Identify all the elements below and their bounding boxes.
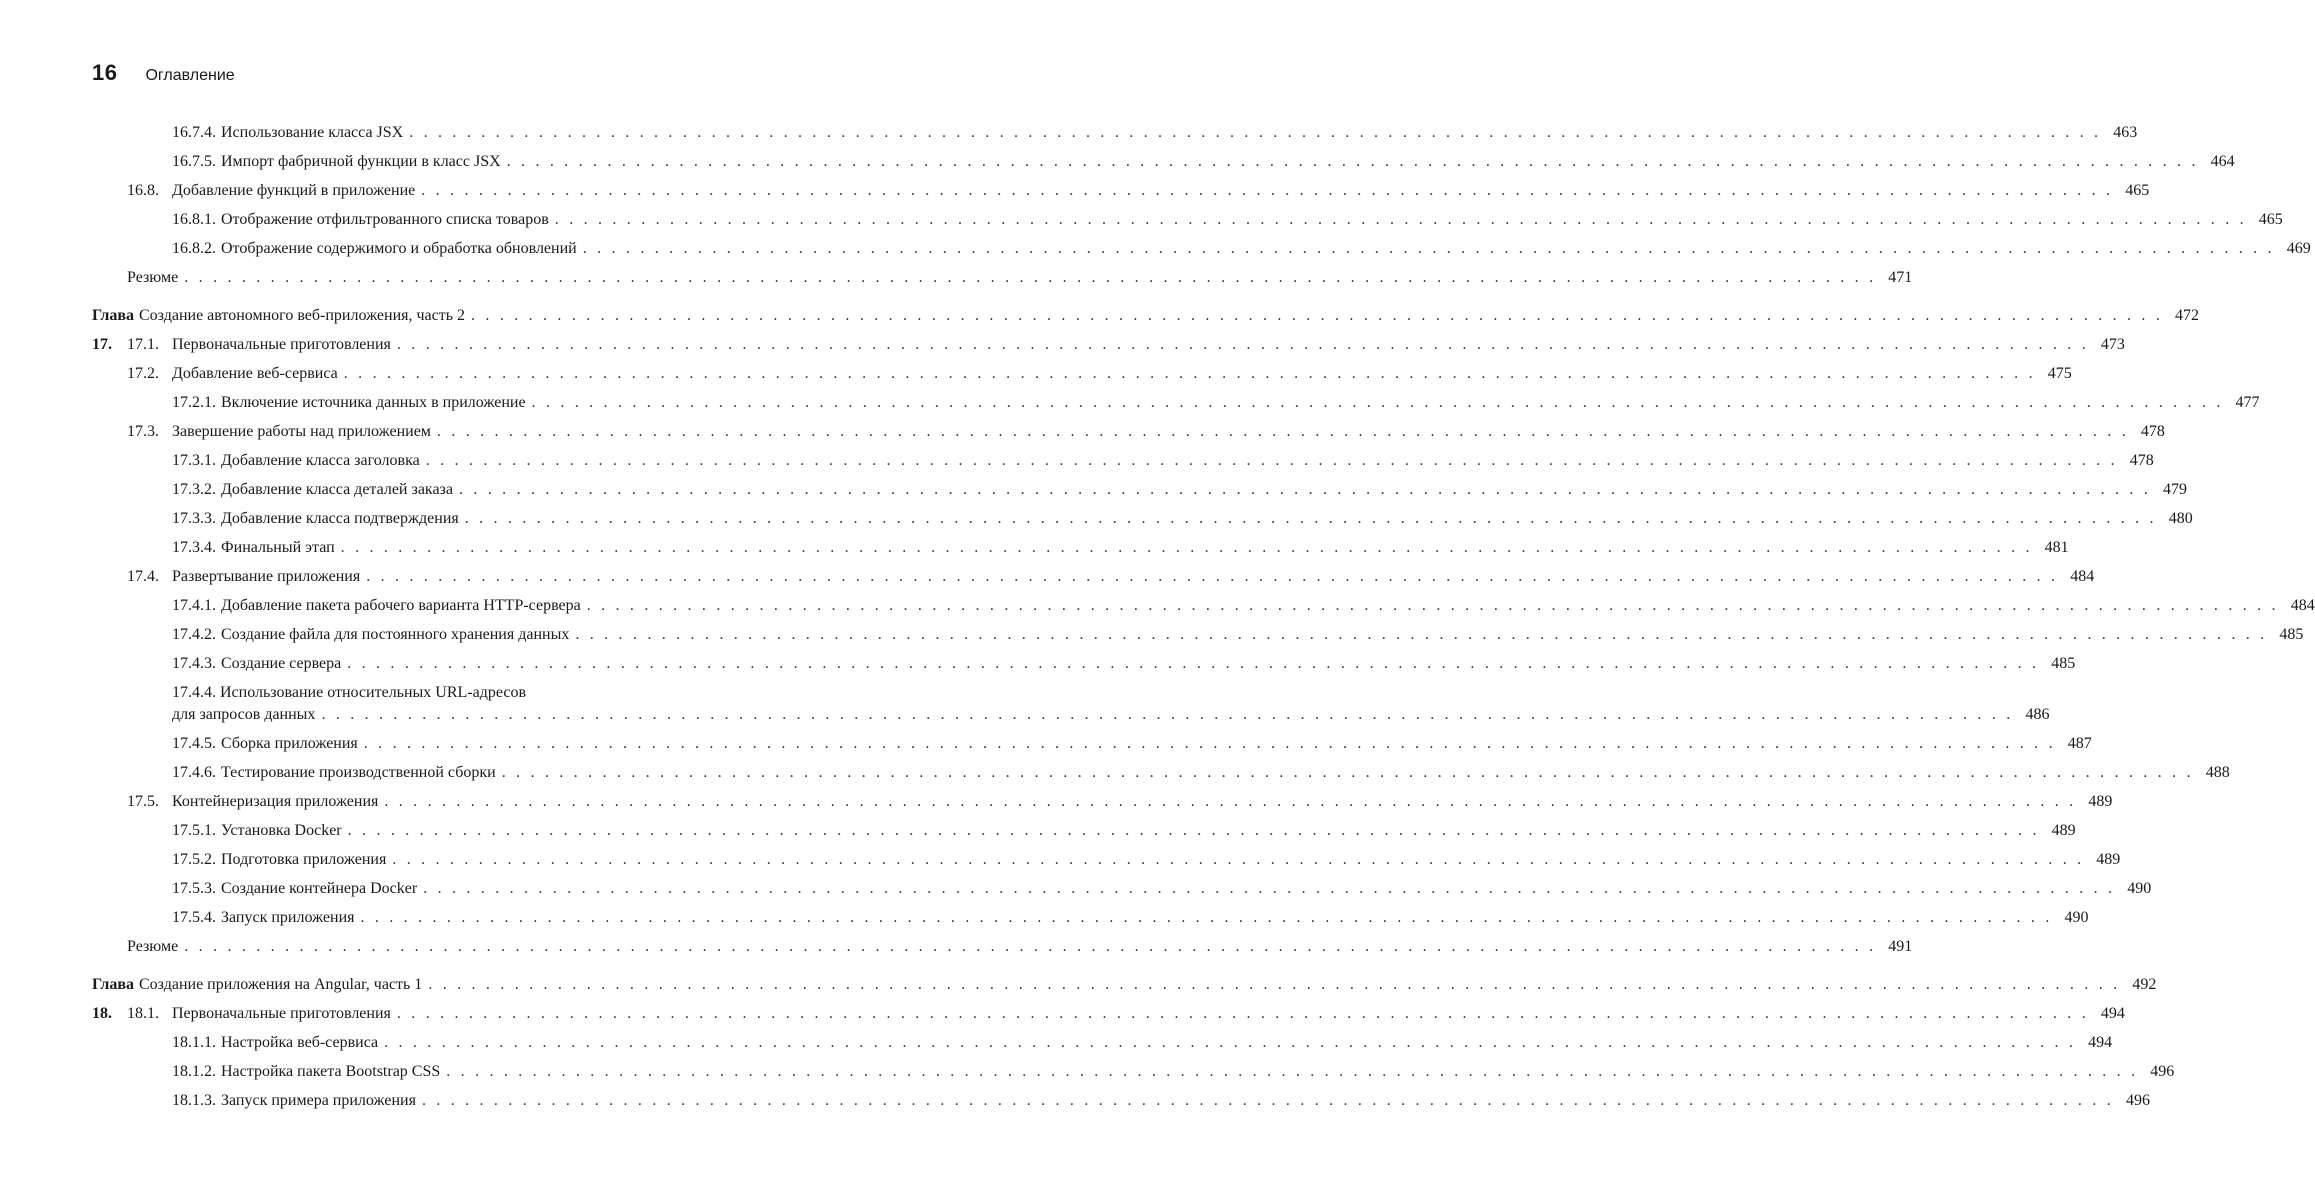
entry-number: 16.8.1. xyxy=(172,211,216,228)
dot-leader xyxy=(507,147,2199,176)
dot-leader xyxy=(184,932,1876,961)
entry-number: 18.1. xyxy=(127,1005,159,1022)
entry-title-line1 xyxy=(172,682,2049,704)
toc-entry-section[interactable] xyxy=(92,417,2165,446)
entry-number: 16.8.2. xyxy=(172,240,216,257)
entry-number: 17.5.4. xyxy=(172,909,216,926)
dot-leader xyxy=(428,970,2120,999)
entry-title: Добавление функций в приложение xyxy=(172,182,416,199)
entry-number: 17.4.1. xyxy=(172,597,216,614)
entry-title: Использование класса JSX xyxy=(221,124,404,141)
entry-number: 17.4.2. xyxy=(172,626,216,643)
entry-page: 492 xyxy=(2132,976,2157,993)
dot-leader xyxy=(465,504,2157,533)
entry-page: 487 xyxy=(2067,735,2092,752)
entry-number: 17.5.2. xyxy=(172,851,216,868)
dot-leader xyxy=(366,562,2058,591)
entry-title: Первоначальные приготовления xyxy=(172,336,391,353)
entry-page: 465 xyxy=(2258,211,2283,228)
entry-title: Настройка пакета Bootstrap CSS xyxy=(221,1063,441,1080)
toc-entry-subsection[interactable] xyxy=(92,147,2235,176)
dot-leader xyxy=(583,234,2275,263)
entry-page: 469 xyxy=(2286,240,2311,257)
toc-entry-summary[interactable] xyxy=(92,263,1913,292)
toc-entry-subsection[interactable] xyxy=(92,729,2092,758)
entry-number: 17.2.1. xyxy=(172,394,216,411)
toc-entry-subsection[interactable] xyxy=(92,758,2230,787)
entry-title: Добавление веб-сервиса xyxy=(172,365,338,382)
entry-page: 486 xyxy=(2025,706,2050,723)
dot-leader xyxy=(347,649,2039,678)
entry-page: 464 xyxy=(2210,153,2235,170)
dot-leader xyxy=(341,533,2033,562)
toc-entry-subsection[interactable] xyxy=(92,388,2260,417)
toc-entry-subsection[interactable] xyxy=(92,816,2076,845)
dot-leader xyxy=(184,263,1876,292)
dot-leader xyxy=(321,704,2013,726)
entry-number: 17.2. xyxy=(127,365,159,382)
entry-number: 17.4. xyxy=(127,568,159,585)
toc-entry-subsection[interactable] xyxy=(92,533,2069,562)
dot-leader xyxy=(426,446,2118,475)
entry-title: Завершение работы над приложением xyxy=(172,423,431,440)
toc-entry-subsection[interactable] xyxy=(92,118,2138,147)
entry-title: Тестирование производственной сборки xyxy=(221,764,496,781)
toc-entry-section[interactable] xyxy=(92,562,2095,591)
entry-number: 17.3.2. xyxy=(172,481,216,498)
toc-entry-subsection[interactable] xyxy=(92,475,2187,504)
entry-page: 478 xyxy=(2129,452,2154,469)
entry-page: 473 xyxy=(2100,336,2125,353)
dot-leader xyxy=(532,388,2224,417)
entry-title: Включение источника данных в приложение xyxy=(221,394,526,411)
entry-page: 491 xyxy=(1888,938,1913,955)
entry-page: 494 xyxy=(2088,1034,2113,1051)
toc-entry-summary[interactable] xyxy=(92,932,1913,961)
entry-title: Резюме xyxy=(127,269,179,286)
entry-page: 485 xyxy=(2051,655,2076,672)
entry-page: 480 xyxy=(2168,510,2193,527)
dot-leader xyxy=(421,176,2113,205)
entry-number: 17.4.3. xyxy=(172,655,216,672)
entry-title: Создание автономного веб-приложения, часть 2 xyxy=(139,307,466,324)
entry-title: Развертывание приложения xyxy=(172,568,361,585)
entry-number: 17.3. xyxy=(127,423,159,440)
entry-title: Запуск примера приложения xyxy=(221,1092,416,1109)
toc-entry-section[interactable] xyxy=(92,330,2125,359)
toc-entry-subsection[interactable] xyxy=(92,1057,2175,1086)
toc-entry-subsection[interactable] xyxy=(92,845,2121,874)
entry-page: 490 xyxy=(2064,909,2089,926)
toc-entry-subsection[interactable] xyxy=(92,1086,2150,1115)
entry-number: 17.1. xyxy=(127,336,159,353)
table-of-contents xyxy=(92,118,2315,1115)
entry-page: 494 xyxy=(2100,1005,2125,1022)
dot-leader xyxy=(384,787,2076,816)
dot-leader xyxy=(502,758,2194,787)
toc-entry-subsection[interactable] xyxy=(92,591,2315,620)
entry-page: 484 xyxy=(2070,568,2095,585)
entry-title: Отображение содержимого и обработка обновлений xyxy=(221,240,577,257)
toc-entry-subsection[interactable] xyxy=(92,903,2089,932)
dot-leader xyxy=(446,1057,2138,1086)
toc-entry-subsection[interactable] xyxy=(92,1028,2113,1057)
entry-page: 477 xyxy=(2235,394,2260,411)
entry-number: 18.1.2. xyxy=(172,1063,216,1080)
dot-leader xyxy=(459,475,2151,504)
dot-leader xyxy=(392,845,2084,874)
toc-entry-subsection[interactable] xyxy=(92,620,2304,649)
entry-page: 478 xyxy=(2140,423,2165,440)
entry-title-line2 xyxy=(172,704,2049,726)
entry-title: Создание сервера xyxy=(221,655,342,672)
toc-entry-subsection[interactable] xyxy=(92,649,2076,678)
toc-entry-subsection[interactable] xyxy=(92,874,2152,903)
entry-title: Финальный этап xyxy=(221,539,335,556)
entry-title: Использование относительных URL-адресов xyxy=(220,684,527,701)
toc-entry-subsection[interactable] xyxy=(92,504,2193,533)
entry-number: 17.3.3. xyxy=(172,510,216,527)
dot-leader xyxy=(397,999,2089,1028)
dot-leader xyxy=(360,903,2052,932)
toc-entry-section[interactable] xyxy=(92,999,2125,1028)
dot-leader xyxy=(344,359,2036,388)
entry-number: 17.3.4. xyxy=(172,539,216,556)
dot-leader xyxy=(423,874,2115,903)
toc-entry-section[interactable] xyxy=(92,787,2113,816)
entry-title: Импорт фабричной функции в класс JSX xyxy=(221,153,501,170)
toc-entry-section[interactable] xyxy=(92,359,2072,388)
entry-number: 17.5.3. xyxy=(172,880,216,897)
dot-leader xyxy=(348,816,2040,845)
dot-leader xyxy=(364,729,2056,758)
toc-entry-section[interactable] xyxy=(92,176,2150,205)
dot-leader xyxy=(437,417,2129,446)
page-number: 16 xyxy=(92,60,118,85)
entry-page: 484 xyxy=(2290,597,2315,614)
dot-leader xyxy=(397,330,2089,359)
entry-title: Отображение отфильтрованного списка товаров xyxy=(221,211,549,228)
entry-page: 475 xyxy=(2047,365,2072,382)
toc-entry-subsection[interactable] xyxy=(92,446,2154,475)
dot-leader xyxy=(409,118,2101,147)
dot-leader xyxy=(587,591,2279,620)
entry-title-block xyxy=(172,682,2049,726)
dot-leader xyxy=(422,1086,2114,1115)
entry-page: 489 xyxy=(2088,793,2113,810)
dot-leader xyxy=(575,620,2267,649)
entry-title: Добавление пакета рабочего варианта HTTP-сервера xyxy=(221,597,581,614)
toc-entry-subsection[interactable] xyxy=(92,234,2311,263)
entry-page: 463 xyxy=(2113,124,2138,141)
entry-page: 481 xyxy=(2044,539,2069,556)
entry-page: 489 xyxy=(2051,822,2076,839)
dot-leader xyxy=(555,205,2247,234)
entry-number: 16.7.5. xyxy=(172,153,216,170)
entry-number: 16.7.4. xyxy=(172,124,216,141)
toc-entry-subsection[interactable] xyxy=(92,678,2050,729)
entry-title: Контейнеризация приложения xyxy=(172,793,379,810)
chapter-label: Глава 18. xyxy=(92,976,134,1022)
chapter-label: Глава 17. xyxy=(92,307,134,353)
entry-page: 488 xyxy=(2205,764,2230,781)
entry-page: 496 xyxy=(2150,1063,2175,1080)
entry-page: 496 xyxy=(2125,1092,2150,1109)
entry-title: Добавление класса деталей заказа xyxy=(221,481,453,498)
entry-title: Создание файла для постоянного хранения данных xyxy=(221,626,570,643)
entry-page: 465 xyxy=(2125,182,2150,199)
entry-title: Настройка веб-сервиса xyxy=(221,1034,379,1051)
dot-leader xyxy=(384,1028,2076,1057)
entry-title: Создание приложения на Angular, часть 1 xyxy=(139,976,423,993)
entry-number: 17.4.5. xyxy=(172,735,216,752)
entry-page: 485 xyxy=(2279,626,2304,643)
entry-number: 17.5. xyxy=(127,793,159,810)
entry-title: Создание контейнера Docker xyxy=(221,880,418,897)
running-title: Оглавление xyxy=(145,67,235,84)
entry-number: 16.8. xyxy=(127,182,159,199)
entry-title: Резюме xyxy=(127,938,179,955)
entry-page: 490 xyxy=(2127,880,2152,897)
entry-number: 17.3.1. xyxy=(172,452,216,469)
entry-title: Запуск приложения xyxy=(221,909,355,926)
entry-number: 17.4.4. xyxy=(172,684,216,701)
entry-title: Добавление класса заголовка xyxy=(221,452,420,469)
toc-entry-subsection[interactable] xyxy=(92,205,2283,234)
entry-title: Добавление класса подтверждения xyxy=(221,510,459,527)
entry-title: Сборка приложения xyxy=(221,735,358,752)
entry-title: Установка Docker xyxy=(221,822,342,839)
entry-title: Подготовка приложения xyxy=(221,851,387,868)
entry-number: 18.1.3. xyxy=(172,1092,216,1109)
entry-page: 471 xyxy=(1888,269,1913,286)
entry-title-continued: для запросов данных xyxy=(172,706,316,723)
entry-page: 472 xyxy=(2175,307,2200,324)
entry-title: Первоначальные приготовления xyxy=(172,1005,391,1022)
page-header xyxy=(92,60,235,86)
entry-page: 489 xyxy=(2096,851,2121,868)
entry-number: 17.5.1. xyxy=(172,822,216,839)
entry-page: 479 xyxy=(2162,481,2187,498)
dot-leader xyxy=(471,301,2163,330)
entry-number: 18.1.1. xyxy=(172,1034,216,1051)
entry-number: 17.4.6. xyxy=(172,764,216,781)
